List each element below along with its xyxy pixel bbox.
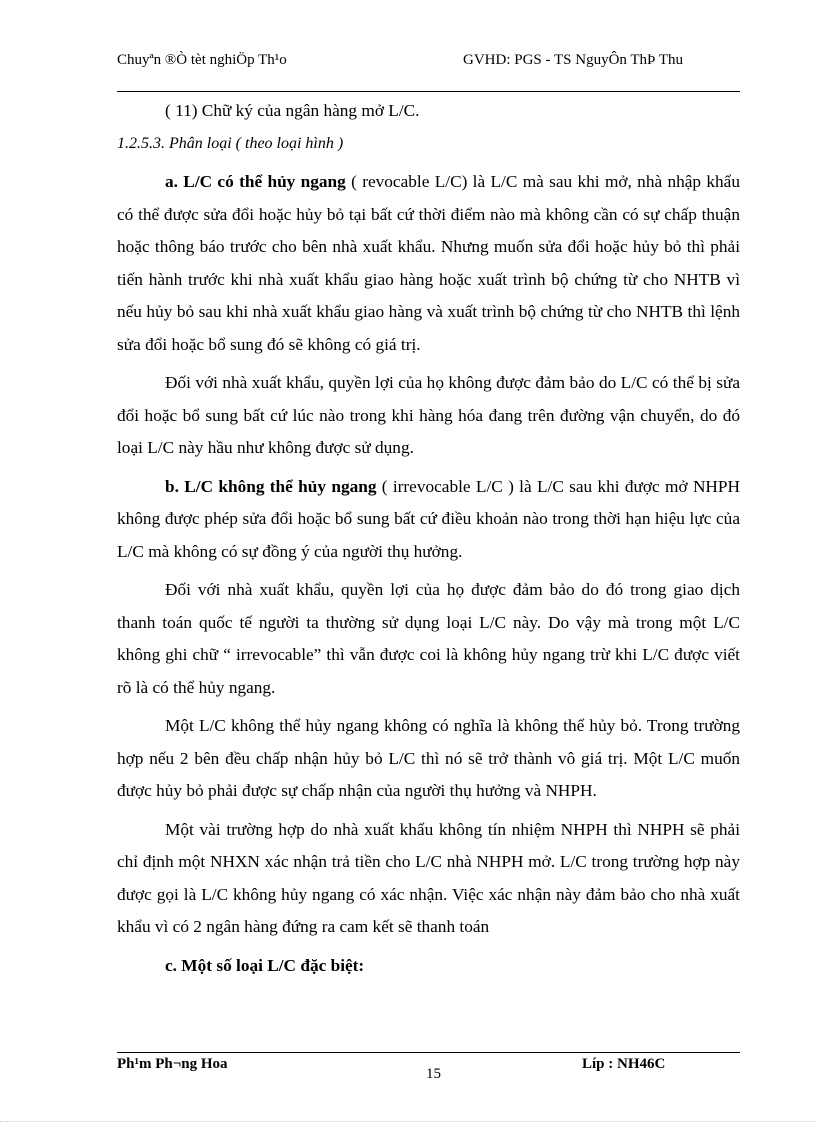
document-body xyxy=(117,95,740,982)
footer-author: Ph¹m Ph¬ng Hoa xyxy=(117,1056,228,1072)
paragraph-c-heading xyxy=(117,950,740,983)
paragraph-a xyxy=(117,166,740,361)
paragraph-b-3: Một L/C không thể hủy ngang không có nghĩa là không thể hủy bỏ. Trong trường hợp nếu 2 bên đều chấp nhận hủy bỏ L/C thì nó sẽ trở thành vô giá trị. Một L/C muốn được hủy bỏ phải được sự chấp nhận của người thụ hưởng và NHPH. xyxy=(117,716,740,800)
term-revocable: a. L/C có thể hủy ngang xyxy=(165,172,346,191)
paragraph-b-text: ( irrevocable L/C ) là L/C sau khi được mở NHPH không được phép sửa đổi hoặc bổ sung bất cứ điều khoản nào trong thời hạn hiệu lực của L/C mà không có sự đồng ý của người thụ hưởng. xyxy=(117,476,740,561)
paragraph-a-2: Đối với nhà xuất khẩu, quyền lợi của họ không được đảm bảo do L/C có thể bị sửa đổi hoặc bổ sung bất cứ lúc nào trong khi hàng hóa đang trên đường vận chuyển, do đó loại L/C này hầu như không được sử dụng. xyxy=(117,373,740,457)
page-number: 15 xyxy=(426,1066,441,1082)
term-special: c. Một số loại L/C đặc biệt: xyxy=(165,955,365,975)
paragraph-b-4: Một vài trường hợp do nhà xuất khẩu không tín nhiệm NHPH thì NHPH sẽ phải chỉ định một NHXN xác nhận trả tiền cho L/C nhà NHPH mở. L/C trong trường hợp này được gọi là L/C không hủy ngang có xác nhận. Việc xác nhận này đảm bảo cho nhà xuất khẩu vì có 2 ngân hàng đứng ra cam kết sẽ thanh toán xyxy=(117,819,740,936)
paragraph-b-2: Đối với nhà xuất khẩu, quyền lợi của họ được đảm bảo do đó trong giao dịch thanh toán quốc tế người ta thường sử dụng loại L/C này. Do vậy mà trong một L/C không ghi chữ “ irrevocable” thì vẫn được coi là không hủy ngang trừ khi L/C được viết rõ là có thể hủy ngang. xyxy=(117,580,740,697)
paragraph-a-text: ( revocable L/C) là L/C mà sau khi mở, nhà nhập khẩu có thể được sửa đổi hoặc hủy bỏ tại bất cứ thời điểm nào mà không cần có sự chấp thuận hoặc thông báo trước cho bên nhà xuất khẩu. Nhưng muốn sửa đổi hoặc hủy bỏ thì phải tiến hành trước khi nhà xuất khẩu giao hàng hoặc xuất trình bộ chứng từ cho NHTB vì nếu hủy bỏ sau khi nhà xuất khẩu giao hàng và xuất trình bộ chứng từ cho NHTB thì lệnh sửa đổi hoặc bổ sung đó sẽ không có giá trị. xyxy=(117,172,740,354)
footer-rule xyxy=(117,1052,740,1053)
term-irrevocable: b. L/C không thể hủy ngang xyxy=(165,476,377,496)
footer-class: Líp : NH46C xyxy=(582,1056,666,1072)
header-left: Chuyªn ®Ò tèt nghiÖp Th¹o xyxy=(117,52,287,68)
paragraph-b xyxy=(117,471,740,569)
signature-line: ( 11) Chữ ký của ngân hàng mở L/C. xyxy=(165,101,420,120)
page-edge xyxy=(0,1121,816,1122)
header-rule xyxy=(117,91,740,92)
section-subheading: 1.2.5.3. Phân loại ( theo loại hình ) xyxy=(117,134,344,152)
header-right: GVHD: PGS - TS NguyÔn ThÞ Thu xyxy=(463,52,684,68)
